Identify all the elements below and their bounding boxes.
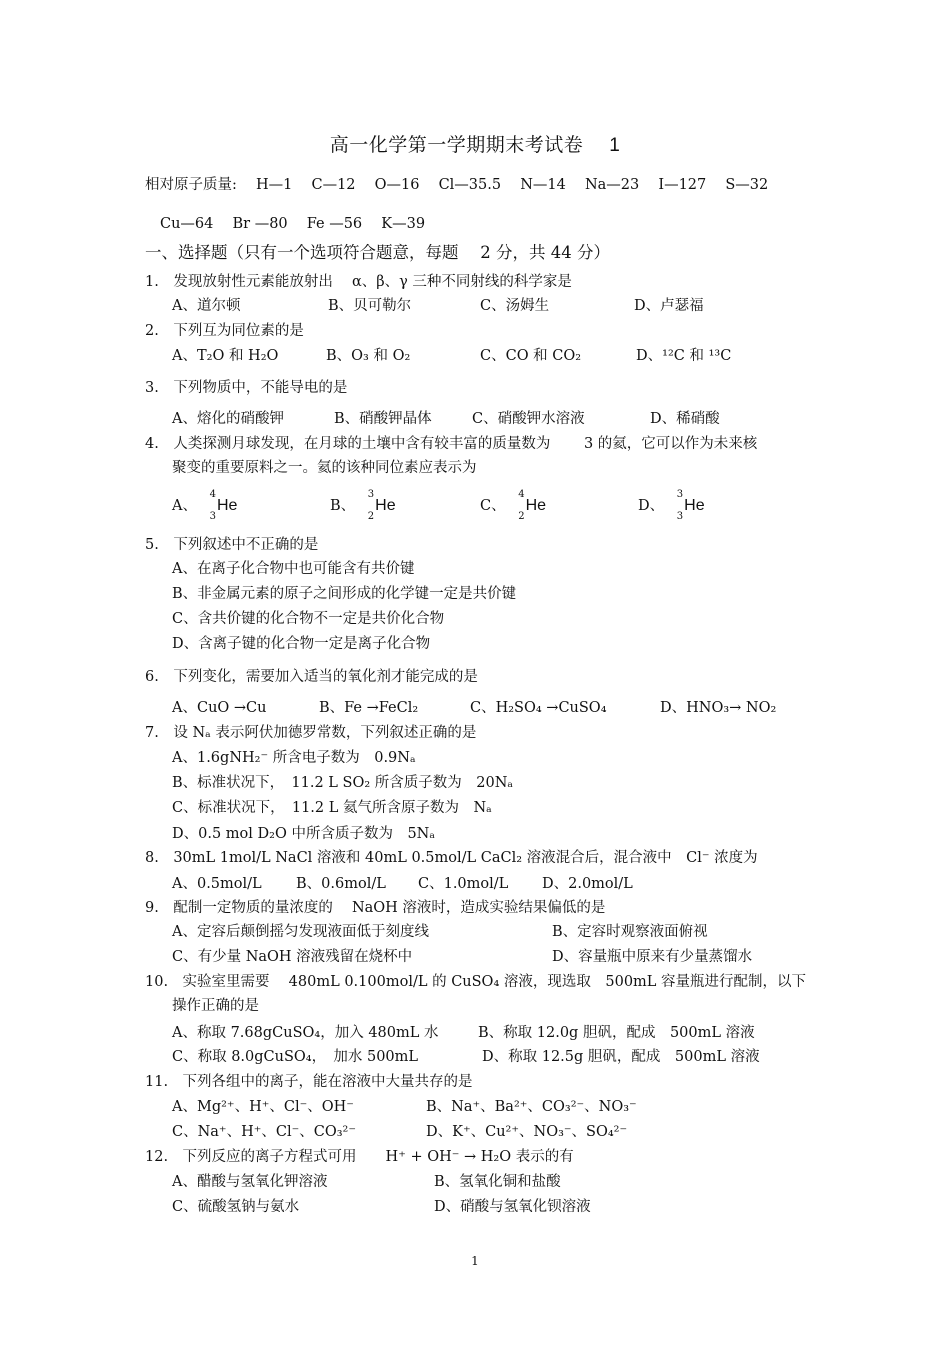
question-10-options-row-2 bbox=[172, 1047, 812, 1067]
question-2-options bbox=[172, 346, 812, 366]
question-9-options-row-2 bbox=[172, 947, 812, 967]
question-3-options bbox=[172, 409, 812, 429]
atomic-mass-line-2: Cu—64 Br —80 Fe —56 K—39 bbox=[160, 216, 426, 232]
question-9-option-b: B、定容时观察液面俯视 bbox=[552, 924, 708, 940]
question-4-option-a bbox=[172, 490, 237, 522]
atomic-number: 3 bbox=[676, 511, 684, 522]
question-4-options bbox=[172, 490, 812, 524]
question-2-stem: 2. 下列互为同位素的是 bbox=[145, 323, 304, 339]
atomic-mass-line-1: 相对原子质量: H—1 C—12 O—16 Cl—35.5 N—14 Na—23 I—127 S—32 bbox=[145, 177, 769, 193]
mass-number: 4 bbox=[209, 489, 216, 500]
question-12-option-b: B、氢氧化铜和盐酸 bbox=[434, 1174, 561, 1190]
question-1-option-a: A、道尔顿 bbox=[172, 298, 241, 314]
question-11-option-d: D、K⁺、Cu²⁺、NO₃⁻、SO₄²⁻ bbox=[426, 1124, 628, 1140]
exam-title-text: 高一化学第一学期期末考试卷 bbox=[329, 134, 584, 156]
question-4-option-c bbox=[480, 490, 546, 522]
question-8-option-d: D、2.0mol/L bbox=[542, 876, 633, 892]
question-10-stem-continued: 操作正确的是 bbox=[172, 998, 259, 1014]
question-11-options-row-1 bbox=[172, 1097, 812, 1117]
question-9-stem: 9. 配制一定物质的量浓度的 NaOH 溶液时，造成实验结果偏低的是 bbox=[145, 900, 606, 916]
question-6-stem: 6. 下列变化，需要加入适当的氧化剂才能完成的是 bbox=[145, 669, 478, 685]
question-9-option-c: C、有少量 NaOH 溶液残留在烧杯中 bbox=[172, 949, 413, 965]
question-6-option-d: D、HNO₃→ NO₂ bbox=[660, 700, 777, 716]
question-8-option-b: B、0.6mol/L bbox=[296, 876, 386, 892]
atomic-number: 3 bbox=[209, 511, 216, 522]
question-7-option-d: D、0.5 mol D₂O 中所含质子数为 5Nₐ bbox=[172, 826, 435, 842]
question-11-stem: 11. 下列各组中的离子，能在溶液中大量共存的是 bbox=[145, 1074, 473, 1090]
question-7-option-c: C、标准状况下， 11.2 L 氦气所含原子数为 Nₐ bbox=[172, 800, 492, 816]
element-symbol: He bbox=[684, 497, 705, 514]
isotope-numbers bbox=[664, 490, 684, 522]
question-1-stem: 1. 发现放射性元素能放射出 α、β、γ 三种不同射线的科学家是 bbox=[145, 274, 572, 290]
isotope-numbers bbox=[355, 490, 375, 522]
question-10-stem: 10. 实验室里需要 480mL 0.100mol/L 的 CuSO₄ 溶液，现选取 500mL 容量瓶进行配制，以下 bbox=[145, 974, 807, 990]
page-number: 1 bbox=[471, 1254, 479, 1268]
option-label: D、 bbox=[638, 498, 665, 514]
question-2-option-d: D、¹²C 和 ¹³C bbox=[636, 348, 732, 364]
mass-number: 3 bbox=[676, 489, 684, 500]
option-label: B、 bbox=[330, 498, 356, 514]
question-8-options bbox=[172, 874, 812, 894]
option-label: A、 bbox=[172, 498, 197, 514]
question-1-option-b: B、贝可勒尔 bbox=[328, 298, 412, 314]
option-label: C、 bbox=[480, 498, 506, 514]
question-12-options-row-1 bbox=[172, 1172, 812, 1192]
question-9-options-row-1 bbox=[172, 922, 812, 942]
question-8-option-c: C、1.0mol/L bbox=[418, 876, 509, 892]
question-12-option-c: C、硫酸氢钠与氨水 bbox=[172, 1199, 300, 1215]
question-4-stem: 4. 人类探测月球发现，在月球的土壤中含有较丰富的质量数为 3 的氦，它可以作为未来核 bbox=[145, 436, 758, 452]
question-12-option-d: D、硝酸与氢氧化钡溶液 bbox=[434, 1199, 591, 1215]
question-5-option-c: C、含共价键的化合物不一定是共价化合物 bbox=[172, 611, 445, 627]
question-10-option-c: C、称取 8.0gCuSO₄， 加水 500mL bbox=[172, 1049, 419, 1065]
question-3-option-c: C、硝酸钾水溶液 bbox=[472, 411, 585, 427]
question-9-option-d: D、容量瓶中原来有少量蒸馏水 bbox=[552, 949, 753, 965]
question-5-option-b: B、非金属元素的原子之间形成的化学键一定是共价键 bbox=[172, 586, 517, 602]
question-6-option-a: A、CuO →Cu bbox=[172, 700, 267, 716]
question-3-option-a: A、熔化的硝酸钾 bbox=[172, 411, 284, 427]
question-12-options-row-2 bbox=[172, 1197, 812, 1217]
question-3-stem: 3. 下列物质中，不能导电的是 bbox=[145, 380, 348, 396]
element-symbol: He bbox=[525, 497, 547, 514]
question-2-option-c: C、CO 和 CO₂ bbox=[480, 348, 582, 364]
question-12-stem: 12. 下列反应的离子方程式可用 H⁺ + OH⁻ → H₂O 表示的有 bbox=[145, 1149, 574, 1165]
question-9-option-a: A、定容后颠倒摇匀发现液面低于刻度线 bbox=[172, 924, 429, 940]
question-7-stem: 7. 设 Nₐ 表示阿伏加德罗常数，下列叙述正确的是 bbox=[145, 725, 477, 741]
question-12-option-a: A、醋酸与氢氧化钾溶液 bbox=[172, 1174, 328, 1190]
isotope-numbers bbox=[506, 490, 526, 522]
question-5-stem: 5. 下列叙述中不正确的是 bbox=[145, 537, 319, 553]
question-10-option-a: A、称取 7.68gCuSO₄，加入 480mL 水 bbox=[172, 1025, 439, 1041]
section-heading: 一、选择题（只有一个选项符合题意，每题 2 分，共 44 分） bbox=[145, 243, 610, 262]
question-11-option-b: B、Na⁺、Ba²⁺、CO₃²⁻、NO₃⁻ bbox=[426, 1099, 637, 1115]
question-10-option-b: B、称取 12.0g 胆矾，配成 500mL 溶液 bbox=[478, 1025, 755, 1041]
question-1-options bbox=[172, 296, 812, 316]
question-5-option-d: D、含离子键的化合物一定是离子化合物 bbox=[172, 636, 431, 652]
question-11-option-a: A、Mg²⁺、H⁺、Cl⁻、OH⁻ bbox=[172, 1099, 354, 1115]
question-1-option-d: D、卢瑟福 bbox=[634, 298, 704, 314]
question-5-option-a: A、在离子化合物中也可能含有共价键 bbox=[172, 561, 415, 577]
question-2-option-a: A、T₂O 和 H₂O bbox=[172, 348, 279, 364]
exam-title bbox=[0, 130, 950, 157]
question-6-options bbox=[172, 698, 812, 718]
question-1-option-c: C、汤姆生 bbox=[480, 298, 550, 314]
atomic-number: 2 bbox=[518, 511, 525, 522]
question-3-option-b: B、硝酸钾晶体 bbox=[334, 411, 432, 427]
exam-title-number: 1 bbox=[609, 135, 621, 156]
question-4-option-d bbox=[638, 490, 705, 522]
question-6-option-b: B、Fe →FeCl₂ bbox=[319, 700, 419, 716]
question-4-stem-continued: 聚变的重要原料之一。氦的该种同位素应表示为 bbox=[172, 460, 477, 476]
question-7-option-a: A、1.6gNH₂⁻ 所含电子数为 0.9Nₐ bbox=[172, 750, 416, 766]
question-11-option-c: C、Na⁺、H⁺、Cl⁻、CO₃²⁻ bbox=[172, 1124, 357, 1140]
question-4-option-b bbox=[330, 490, 396, 522]
question-3-option-d: D、稀硝酸 bbox=[650, 411, 720, 427]
mass-number: 3 bbox=[367, 489, 375, 500]
question-6-option-c: C、H₂SO₄ →CuSO₄ bbox=[470, 700, 607, 716]
element-symbol: He bbox=[375, 497, 396, 514]
question-10-options-row-1 bbox=[172, 1023, 812, 1043]
question-8-stem: 8. 30mL 1mol/L NaCl 溶液和 40mL 0.5mol/L CaCl₂ 溶液混合后，混合液中 Cl⁻ 浓度为 bbox=[145, 850, 758, 866]
atomic-number: 2 bbox=[367, 511, 375, 522]
question-7-option-b: B、标准状况下， 11.2 L SO₂ 所含质子数为 20Nₐ bbox=[172, 775, 514, 791]
isotope-numbers bbox=[197, 490, 217, 522]
element-symbol: He bbox=[216, 497, 238, 514]
question-10-option-d: D、称取 12.5g 胆矾，配成 500mL 溶液 bbox=[482, 1049, 760, 1065]
mass-number: 4 bbox=[518, 489, 525, 500]
question-8-option-a: A、0.5mol/L bbox=[172, 876, 262, 892]
question-11-options-row-2 bbox=[172, 1122, 812, 1142]
question-2-option-b: B、O₃ 和 O₂ bbox=[326, 348, 411, 364]
